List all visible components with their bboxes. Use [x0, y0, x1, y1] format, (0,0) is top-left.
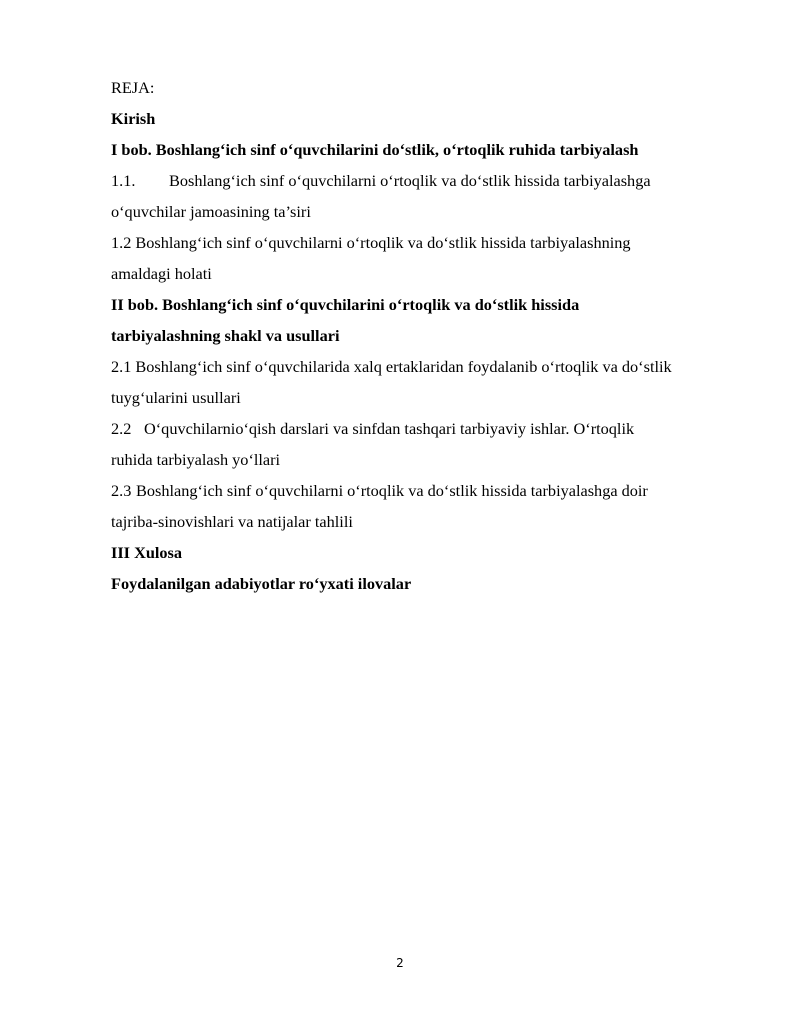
section-title: Boshlang‘ich sinf o‘quvchilarni o‘rtoqlik va do‘stlik hissida tarbiyalashga — [169, 171, 651, 190]
page-number: 2 — [396, 956, 404, 970]
toc-entry-introduction: Kirish — [111, 109, 156, 128]
toc-entry-section-2-2-continued: ruhida tarbiyalash yo‘llari — [111, 450, 281, 469]
toc-entry-conclusion: III Xulosa — [111, 543, 183, 562]
toc-entry-section-2-2 — [111, 413, 751, 444]
toc-entry-section-2-1: 2.1 Boshlang‘ich sinf o‘quvchilarida xalq ertaklaridan foydalanib o‘rtoqlik va do‘stlik — [111, 357, 672, 376]
toc-entry-chapter-1: I bob. Boshlang‘ich sinf o‘quvchilarini do‘stlik, o‘rtoqlik ruhida tarbiyalash — [111, 140, 639, 159]
toc-entry-section-1-1 — [111, 165, 751, 196]
toc-entry-section-1-2-continued: amaldagi holati — [111, 264, 212, 283]
toc-entry-section-2-3-continued: tajriba-sinovishlari va natijalar tahlili — [111, 512, 353, 531]
toc-entry-section-1-1-continued: o‘quvchilar jamoasining ta’siri — [111, 202, 311, 221]
section-number: 2.2 — [111, 419, 132, 438]
toc-entry-section-2-1-continued: tuyg‘ularini usullari — [111, 388, 241, 407]
toc-entry-chapter-2-continued: tarbiyalashning shakl va usullari — [111, 326, 340, 345]
plan-heading: REJA: — [111, 78, 155, 97]
section-title: O‘quvchilarnio‘qish darslari va sinfdan tashqari tarbiyaviy ishlar. O‘rtoqlik — [144, 419, 635, 438]
toc-entry-references: Foydalanilgan adabiyotlar ro‘yxati ilovalar — [111, 574, 412, 593]
toc-entry-section-1-2: 1.2 Boshlang‘ich sinf o‘quvchilarni o‘rtoqlik va do‘stlik hissida tarbiyalashning — [111, 233, 631, 252]
table-of-contents — [111, 72, 751, 599]
toc-entry-chapter-2: II bob. Boshlang‘ich sinf o‘quvchilarini o‘rtoqlik va do‘stlik hissida — [111, 295, 580, 314]
section-title: Boshlang‘ich sinf o‘quvchilarni o‘rtoqlik va do‘stlik hissida tarbiyalashga doir — [136, 481, 648, 500]
toc-entry-section-2-3 — [111, 475, 751, 506]
section-number: 1.1. — [111, 171, 136, 190]
section-number: 2.3 — [111, 481, 132, 500]
